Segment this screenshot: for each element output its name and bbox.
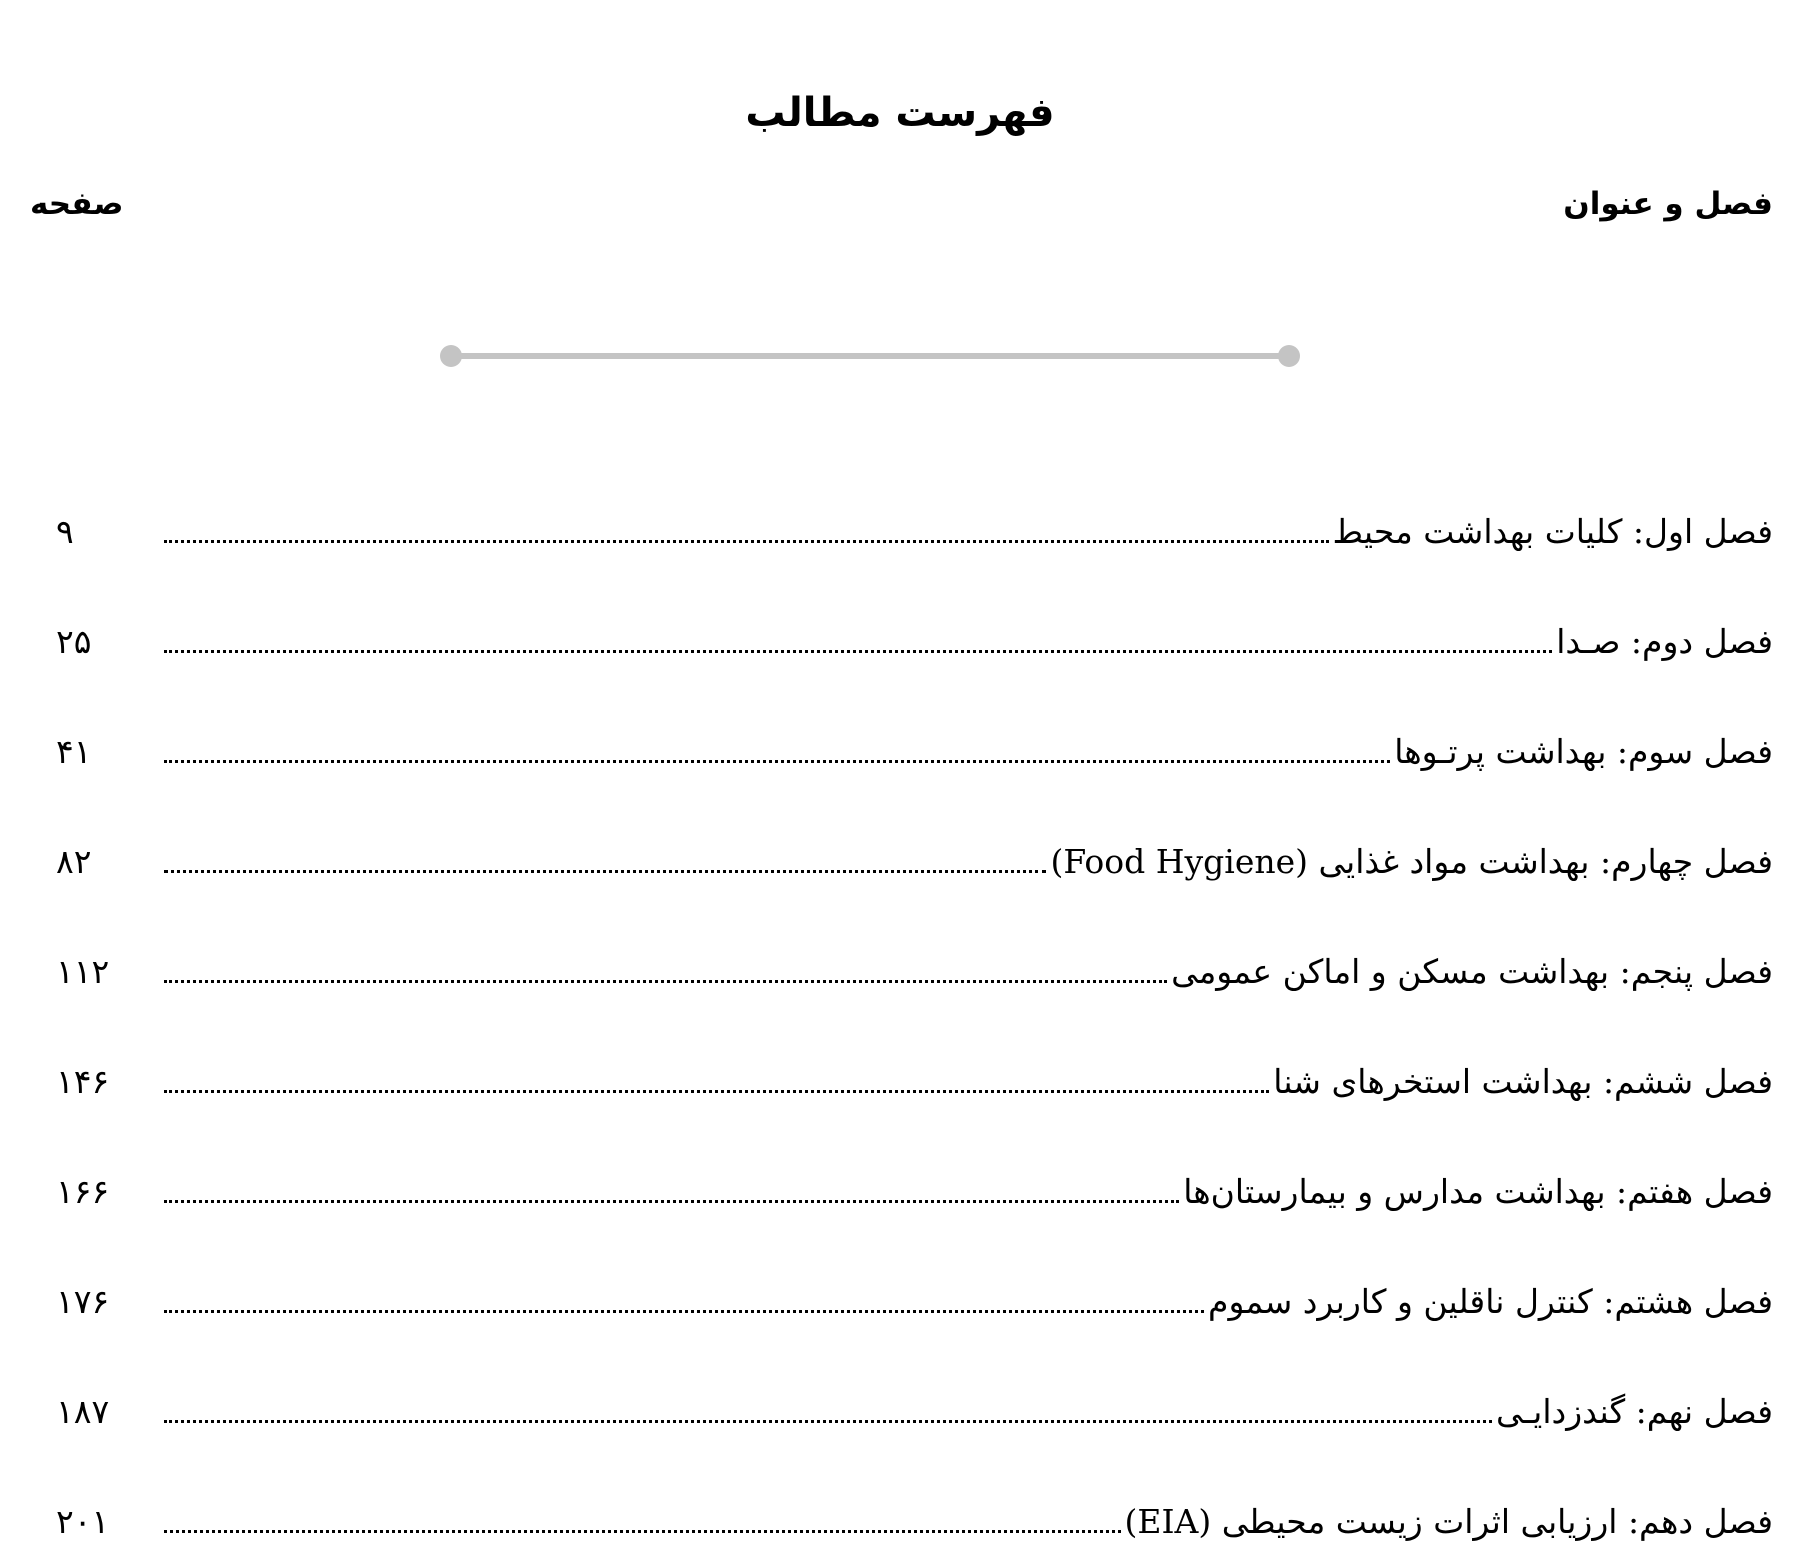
toc-entry-title: فصل هشتم: کنترل ناقلین و کاربرد سموم (1208, 1282, 1773, 1321)
decorative-divider (440, 345, 1300, 367)
toc-entry-page: ۸۲ (56, 842, 92, 881)
dot-leader (164, 649, 1552, 653)
toc-entry-page: ۲۰۱ (56, 1502, 110, 1541)
toc-entry-page: ۱۶۶ (56, 1172, 110, 1211)
toc-entry[interactable] (56, 1062, 1773, 1122)
toc-entry-page: ۱۱۲ (56, 952, 110, 991)
toc-entry-title: فصل اول: کلیات بهداشت محیط (1332, 512, 1773, 551)
toc-entry[interactable] (56, 842, 1773, 902)
toc-entry[interactable] (56, 732, 1773, 792)
dot-leader (164, 1419, 1492, 1423)
toc-entry-page: ۴۱ (56, 732, 92, 771)
dot-leader (164, 1199, 1179, 1203)
toc-entry-page: ۹ (56, 512, 74, 551)
divider-dot-icon (1278, 345, 1300, 367)
dot-leader (164, 979, 1167, 983)
column-header-page: صفحه (30, 186, 124, 222)
toc-entry-title: فصل دهم: ارزیابی اثرات زیست محیطی (EIA) (1124, 1502, 1773, 1541)
toc-entry-page: ۱۴۶ (56, 1062, 110, 1101)
dot-leader (164, 1309, 1204, 1313)
toc-entry[interactable] (56, 1392, 1773, 1452)
column-header-title: فصل و عنوان (1563, 186, 1773, 222)
toc-entry-title: فصل ششم: بهداشت استخرهای شنا (1273, 1062, 1773, 1101)
toc-entry[interactable] (56, 1282, 1773, 1342)
toc-entry-title: فصل هفتم: بهداشت مدارس و بیمارستان‌ها (1183, 1172, 1773, 1211)
dot-leader (164, 539, 1329, 543)
dot-leader (164, 1089, 1269, 1093)
toc-entry-title: فصل سوم: بهداشت پرتـوها (1394, 732, 1773, 771)
toc-entry-title: فصل چهارم: بهداشت مواد غذایی (Food Hygiene) (1050, 842, 1773, 881)
toc-entry[interactable] (56, 512, 1773, 572)
toc-entry-page: ۱۸۷ (56, 1392, 110, 1431)
page-title: فهرست مطالب (745, 90, 1055, 136)
toc-entry[interactable] (56, 952, 1773, 1012)
toc-entry[interactable] (56, 1172, 1773, 1232)
dot-leader (164, 869, 1046, 873)
toc-entry[interactable] (56, 622, 1773, 682)
divider-dot-icon (440, 345, 462, 367)
toc-entry[interactable] (56, 1502, 1773, 1562)
toc-entry-page: ۲۵ (56, 622, 92, 661)
dot-leader (164, 1529, 1121, 1533)
toc-entry-title: فصل نهم: گندزدایـی (1496, 1392, 1773, 1431)
toc-entry-title: فصل پنجم: بهداشت مسکن و اماکن عمومی (1171, 952, 1773, 991)
dot-leader (164, 759, 1390, 763)
toc-entry-page: ۱۷۶ (56, 1282, 110, 1321)
toc-entry-title: فصل دوم: صـدا (1556, 622, 1773, 661)
